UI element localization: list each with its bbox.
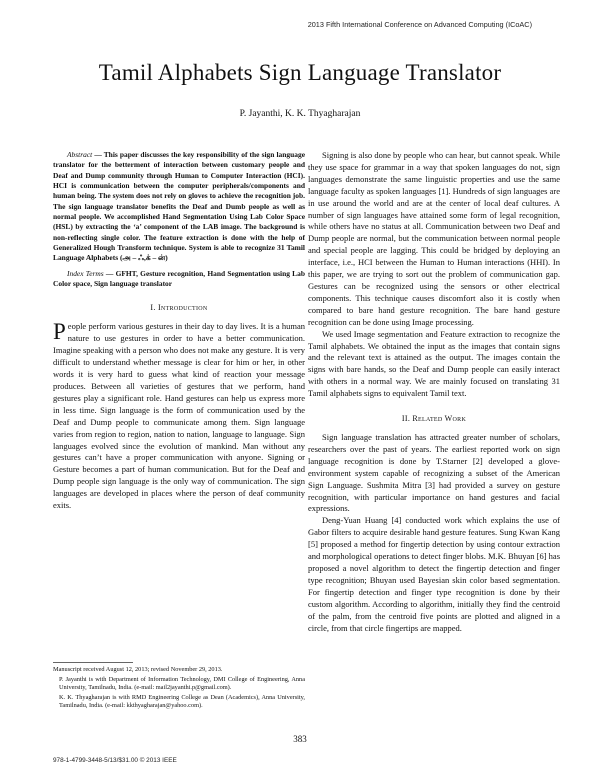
dropcap-letter: P (53, 319, 66, 345)
paper-authors: P. Jayanthi, K. K. Thyagharajan (239, 109, 361, 119)
paper-title: Tamil Alphabets Sign Language Translator (98, 60, 502, 85)
right-paragraph-1: Signing is also done by people who can hear, but cannot speak. While they use space for grammar in a way that spoken languages do not, sign languages demonstrate the same linguistic properties and use the same language faculty as spoken languages [1]. Hundreds of sign languages are in use around the world and are at the center of local deaf cultures. A number of sign languages have attained some form of legal recognition, while others have no status at all. Communication between two Deaf and Dump people are normal, but the communication between normal people and special people are lagging. This could be bridged by deploying an interface, i.e., HCI between the Human to Human interactions (HHI). In this paper, we are trying to sort out the problem of communication gap. Gestures can be recognized using the sensors or other electrical components. This technique causes discomfort also it is costly when compared to bare hand gesture recognition. The bare hand gesture recognition can be done using Image processing. (308, 150, 560, 327)
index-terms-text: — GFHT, Gesture recognition, Hand Segmentation using Lab Color space, Sign language translator (53, 268, 305, 289)
related-paragraph-1: Sign language translation has attracted greater number of scholars, researchers over the past of years. The earliest reported work on sign language recognition is done by T.Starner [2] developed a glove-environment system capable of recognizing a subset of the American Sign Language. Sushmita Mitra [3] had provided a survey on gesture recognition, with particular importance on hand gestures and facial expressions. (308, 432, 560, 514)
left-column (53, 150, 305, 512)
abstract-text: — This paper discusses the key responsibility of the sign language translator for the betterment of interaction between customary people and Deaf and Dump community through Human to Computer Interaction (HCI). HCI is communication between the computer peripherals/components and human being. The system does not rely on gloves to achieve the recognition job. The sign language translator benefits the Deaf and Dumb people as well as normal people. We accomplished Hand Segmentation Using Lab Color Space (HSL) by extracting the ‘a’ component of the LAB image. The background is non-reflecting single color. The feature extraction is done with the help of Generalized Hough Transform technique. System is able to recognize 31 Tamil Language Alphabets (அ – ஃ,க் – ன்) (53, 150, 305, 263)
related-paragraph-2: Deng-Yuan Huang [4] conducted work which explains the use of Gabor filters to acquire desirable hand gesture features. Sung Kwan Kang [5] proposed a method for fingertip detection by using contour extraction and morphological operations to detect finger blobs. M.K. Bhuyan [6] has proposed a novel algorithm to detect the fingertip detection and finger type recognition; Bhuyan used Bayesian skin color based segmentation. For fingertip detection and finger type recognition is done by their custom algorithm. According to algorithm, initially they find the centroid of the palm, from the centroid five points are plotted and aligned in a circle, from that circle fingertips are mapped. (308, 515, 560, 633)
section-heading-introduction: I. Introduction (150, 303, 208, 313)
section-heading-related-work: II. Related Work (401, 414, 467, 424)
index-terms (53, 269, 305, 290)
footnote-author-2: K. K. Thyagharajan is with RMD Engineering College as Dean (Academics), Anna University, Tamilnadu, India. (e-mail: kkthyagharajan@yahoo.com). (59, 693, 305, 710)
right-column (308, 150, 560, 634)
footnote-received: Manuscript received August 12, 2013; revised November 29, 2013. (53, 666, 223, 673)
footnote-rule (53, 662, 133, 663)
footnotes (53, 662, 305, 712)
abstract-label: Abstract (67, 150, 93, 159)
isbn-copyright: 978-1-4799-3448-5/13/$31.00 © 2013 IEEE (53, 757, 177, 764)
right-paragraph-2: We used Image segmentation and Feature extraction to recognize the Tamil alphabets. We obtained the input as the images that contain signs and the relevant text is attained as the output. The images contain the signs with bare hands, so the Deaf and Dump people can easily interact with others in a normal way. We are mainly focused on translating 31 Tamil alphabets signs to equivalent Tamil text. (308, 328, 560, 399)
conference-header: 2013 Fifth International Conference on Advanced Computing (ICoAC) (307, 20, 532, 29)
page-number: 383 (293, 734, 307, 744)
abstract (53, 150, 305, 264)
intro-paragraph (53, 321, 305, 512)
index-terms-label: Index Terms (67, 268, 104, 278)
intro-paragraph-text: eople perform various gestures in their day to day lives. It is a human nature to use gestures in order to have a better communication. Imagine speaking with a person who does not make any gesture. It is very difficult to understand whether message is clear for him or her, in other words it is very hard to guess what kind of reaction your message produces. Between all varieties of gestures that we perform, hand gestures play a significant role. Hand gestures can help us express more in less time. Sign language is the form of communication used by the Deaf and Dump people to communicate among them. Sign language varies from region to region, nation to nation, language to language. Sign languages evolved since the evolution of mankind. Man without any gestures can’t have a proper communication with anyone. Signing or Gesture becomes a part of human communication. But for the Deaf and Dump people sign language is the only way of communication. The sign languages are developed in places where the person of deaf community exits. (53, 321, 305, 511)
footnote-author-1: P. Jayanthi is with Department of Information Technology, DMI College of Engineering, Anna University, Tamilnadu, India. (e-mail: mail2jayanthi.p@gmail.com). (59, 675, 305, 692)
